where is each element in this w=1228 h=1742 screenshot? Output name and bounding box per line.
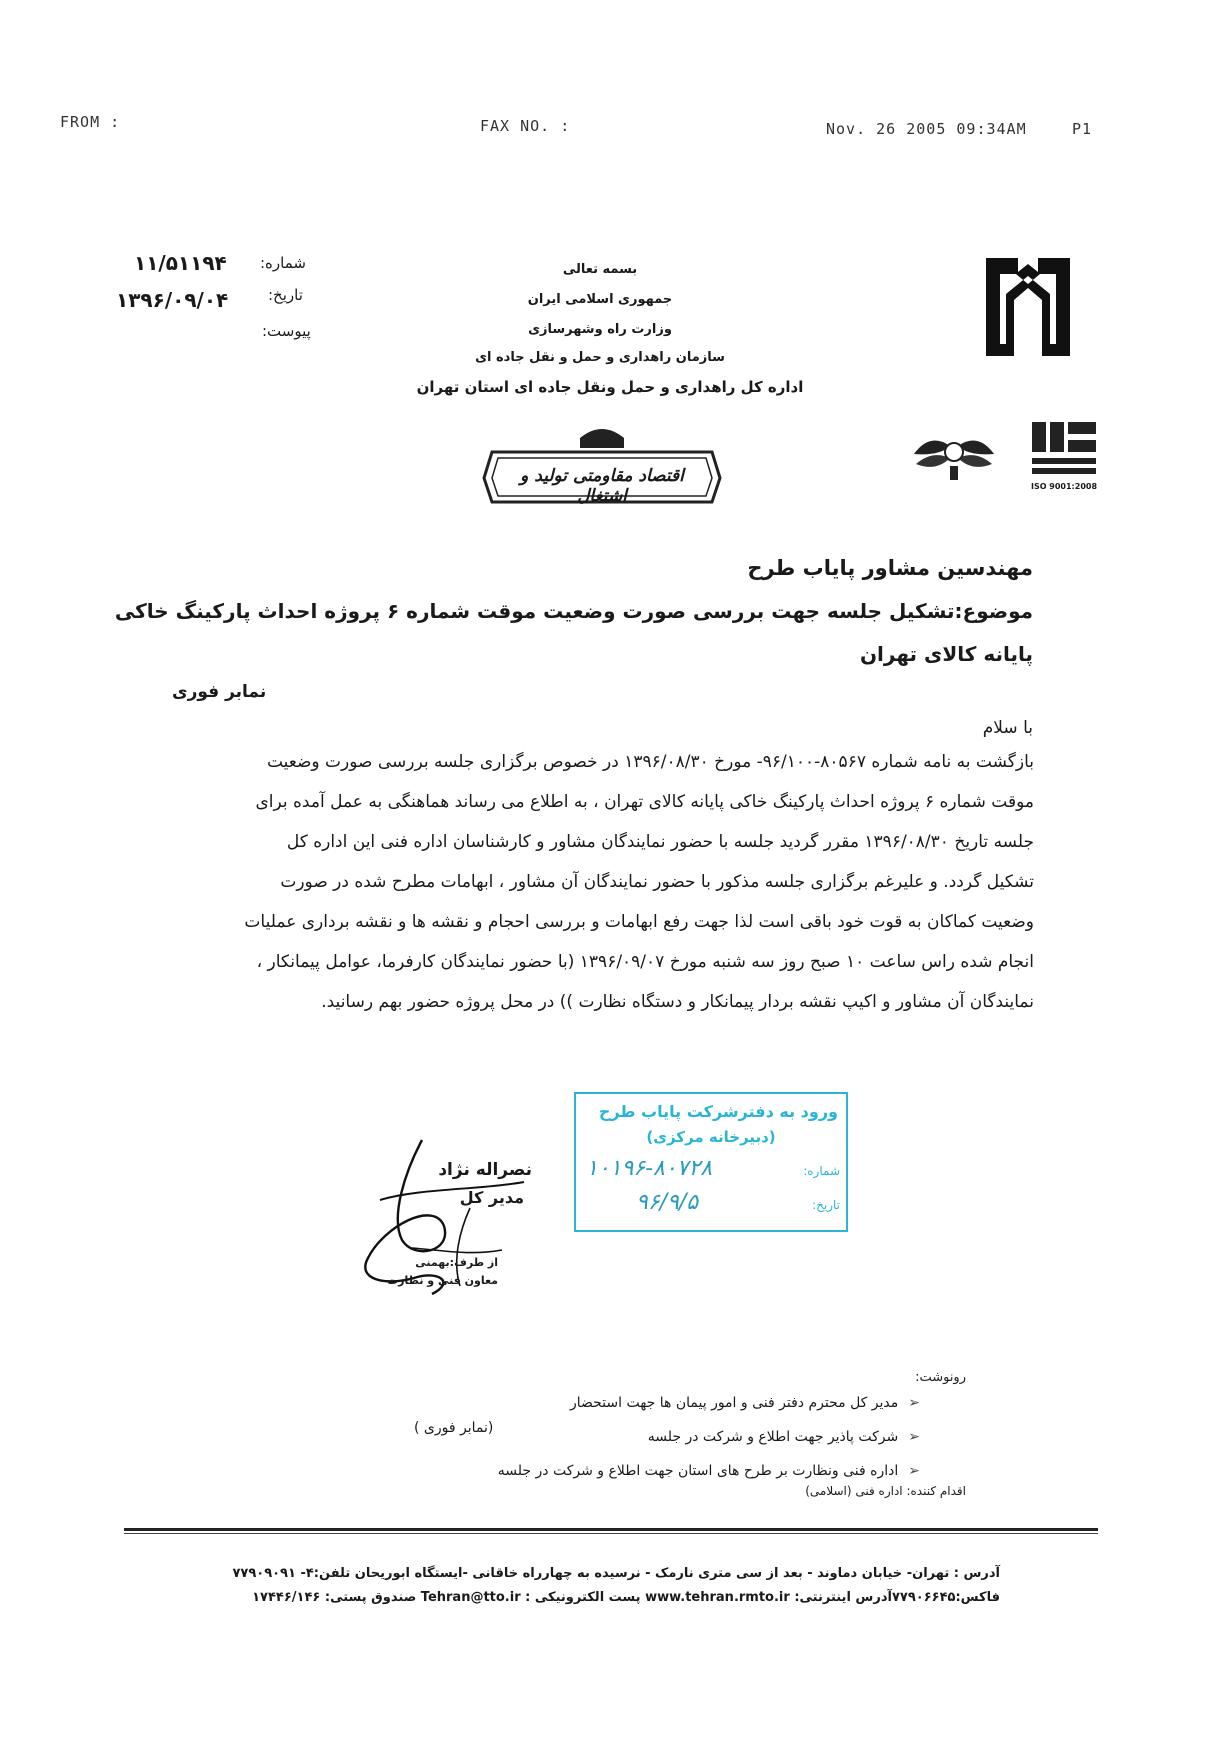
cc-item: [430, 1454, 920, 1488]
letterhead-ministry: وزارت راه وشهرسازی: [528, 322, 672, 337]
letterhead-department: اداره کل راهداری و حمل ونقل جاده ای استان تهران: [416, 378, 804, 396]
arrow-bullet-icon: ➢: [908, 1429, 920, 1445]
letter-date-label: تاریخ:: [268, 286, 303, 304]
fax-datetime: Nov. 26 2005 09:34AM: [826, 120, 1027, 138]
arrow-bullet-icon: ➢: [908, 1395, 920, 1411]
letter-attachment-label: پیوست:: [262, 322, 311, 340]
body-line: تشکیل گردد. و علیرغم برگزاری جلسه مذکور با حضور نمایندگان آن مشاور ، ابهامات مطرح شده در صورت: [280, 872, 1034, 892]
emblem-logo: [910, 424, 998, 486]
body-line: انجام شده راس ساعت ۱۰ صبح روز سه شنبه مورخ ۱۳۹۶/۰۹/۰۷ (با حضور نمایندگان کارفرما، عوامل پیمانکار ،: [256, 952, 1034, 972]
cc-item-text: مدیر کل محترم دفتر فنی و امور پیمان ها جهت استحضار: [569, 1395, 899, 1411]
subject-line-2: پایانه کالای تهران: [859, 642, 1033, 666]
iso-certification-logo: [1028, 418, 1100, 490]
recipient: مهندسین مشاور پایاب طرح: [747, 556, 1033, 580]
on-behalf-line-1: از طرف:بهمنی: [415, 1256, 498, 1269]
fax-from: FROM :: [60, 113, 121, 131]
body-line: جلسه تاریخ ۱۳۹۶/۰۸/۳۰ مقرر گردید جلسه با حضور نمایندگان مشاور و کارشناسان اداره فنی این اداره کل: [286, 832, 1034, 852]
letter-date-value: ۱۳۹۶/۰۹/۰۴: [116, 288, 229, 312]
signatory-name: نصراله نژاد: [438, 1160, 532, 1180]
footer-divider-thin: [124, 1533, 1098, 1534]
footer-divider: [124, 1528, 1098, 1531]
footer-contact: فاکس:۷۷۹۰۶۶۴۵آدرس اینترنتی: www.tehran.rmto.ir پست الکترونیکی : Tehran@tto.ir صندوق پستی: ۱۷۴۴۶/۱۴۶: [252, 1590, 1000, 1605]
letterhead-country: جمهوری اسلامی ایران: [527, 292, 673, 307]
receipt-stamp: [574, 1092, 848, 1232]
signatory-title: مدیر کل: [459, 1188, 524, 1207]
stamp-number-label: شماره:: [803, 1164, 840, 1178]
letterhead-basmala: بسمه تعالی: [562, 262, 638, 277]
action-by: اقدام کننده: اداره فنی (اسلامی): [805, 1484, 966, 1498]
cc-item: [430, 1420, 920, 1454]
body-line: نمایندگان آن مشاور و اکیپ نقشه بردار پیمانکار و دستگاه نظارت )) در محل پروژه حضور بهم رسانید.: [321, 992, 1034, 1012]
stamp-title: ورود به دفترشرکت پایاب طرح: [598, 1102, 838, 1121]
letter-number-value: ۱۱/۵۱۱۹۴: [134, 251, 227, 275]
body-line: وضعیت کماکان به قوت خود باقی است لذا جهت رفع ابهامات و بررسی احجام و نقشه ها و نقشه برداری عملیات: [244, 912, 1034, 932]
urgent-fax-label: نمابر فوری: [172, 682, 267, 702]
arrow-bullet-icon: ➢: [908, 1463, 920, 1479]
stamp-subtitle: (دبیرخانه مرکزی): [646, 1128, 776, 1146]
stamp-date-value: ۹۶/۹/۵: [636, 1190, 699, 1215]
iso-label: ISO 9001:2008: [1030, 482, 1098, 491]
subject-line-1: موضوع:تشکیل جلسه جهت بررسی صورت وضعیت موقت شماره ۶ پروژه احداث پارکینگ خاکی: [114, 599, 1033, 623]
signature-block: [310, 1130, 550, 1300]
fax-page: P1: [1072, 120, 1093, 138]
letter-number-label: شماره:: [260, 254, 306, 272]
cc-item-text: شرکت پاذیر جهت اطلاع و شرکت در جلسه: [647, 1429, 899, 1445]
body-line: موقت شماره ۶ پروژه احداث پارکینگ خاکی پایانه کالای تهران ، به اطلاع می رساند هماهنگی به عمل آمده برای: [255, 792, 1034, 812]
motto-text: اقتصاد مقاومتی تولید و اشتغال: [520, 466, 684, 506]
fax-number: FAX NO. :: [480, 117, 571, 135]
body-line: بازگشت به نامه شماره ۸۰۵۶۷-۹۶/۱۰۰- مورخ ۱۳۹۶/۰۸/۳۰ در خصوص برگزاری جلسه بررسی صورت وضعیت: [266, 752, 1034, 772]
organization-logo: [978, 250, 1078, 364]
cc-list: [430, 1386, 920, 1488]
cc-item: [430, 1386, 920, 1420]
motto-banner: [480, 418, 724, 506]
cc-item-text: اداره فنی ونظارت بر طرح های استان جهت اطلاع و شرکت در جلسه: [497, 1463, 899, 1479]
letterhead-organization: سازمان راهداری و حمل و نقل جاده ای: [475, 350, 725, 365]
on-behalf-line-2: معاون فنی و نظارت: [387, 1274, 498, 1287]
cc-label: رونوشت:: [915, 1370, 966, 1385]
stamp-number-value: ۱۰۱۹۶-۸۰۷۲۸: [586, 1156, 713, 1181]
greeting: با سلام: [982, 718, 1033, 738]
letter-body: [168, 742, 1034, 1022]
cc-urgent-note: (نمابر فوری ): [414, 1420, 494, 1436]
stamp-date-label: تاریخ:: [812, 1198, 840, 1212]
footer-address: آدرس : تهران- خیابان دماوند - بعد از سی متری نارمک - نرسیده به چهارراه خاقانی -ایستگاه ابوریحان تلفن:۴- ۷۷۹۰۹۰۹۱: [232, 1566, 1000, 1581]
